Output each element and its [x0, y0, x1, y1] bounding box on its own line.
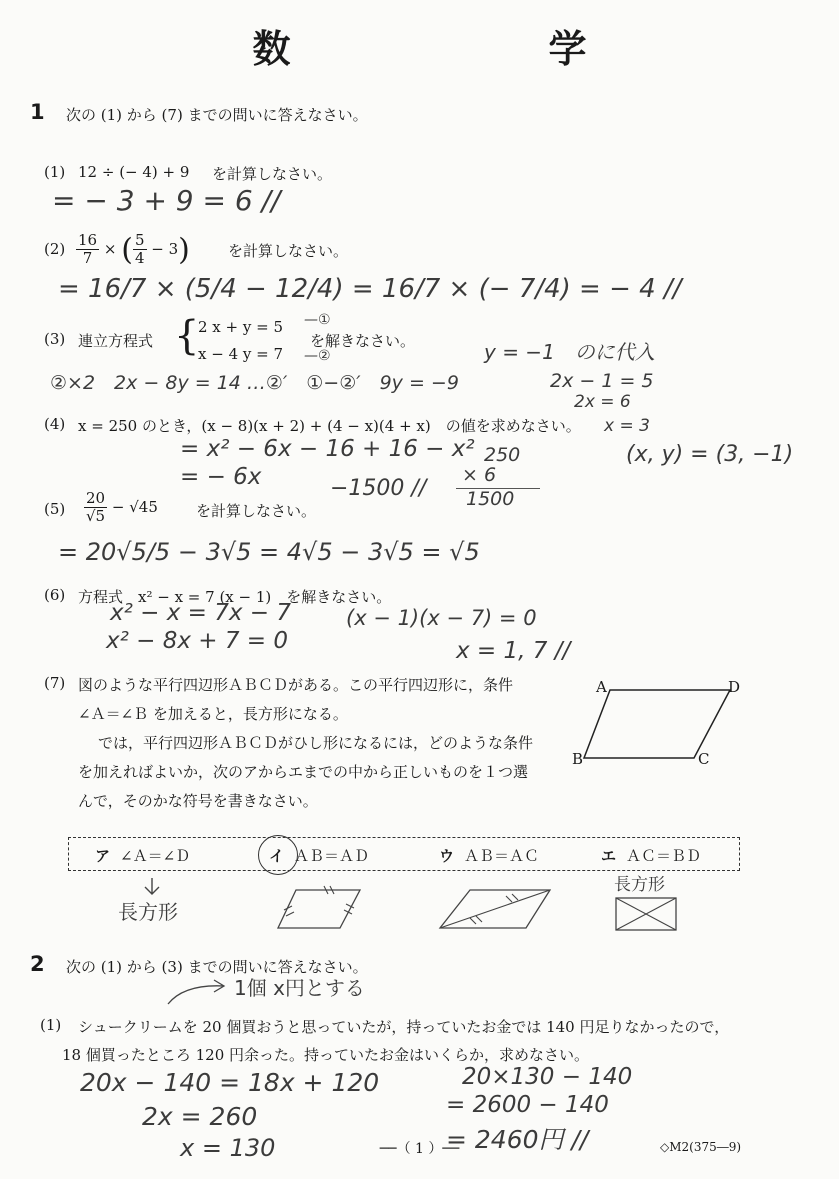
q3-name: 連立方程式 — [78, 332, 154, 350]
section-2-note: 1個 x円とする — [234, 976, 365, 1000]
q4-label: (4) — [44, 415, 66, 433]
q7-label: (7) — [44, 674, 66, 692]
q2-fraction-5-4: $\frac{5}{4}$ — [134, 231, 145, 268]
s2-q1-line-1: シュークリームを 20 個買おうと思っていたが，持っていたお金では 140 円足りなかったので， — [78, 1018, 730, 1036]
q2-task: を計算しなさい。 — [228, 242, 349, 260]
q6-work-line-1: x² − x = 7x − 7 — [110, 600, 292, 626]
q7-line-1: 図のような平行四辺形ＡＢＣＤがある。この平行四辺形に，条件 — [78, 676, 514, 694]
q4-work-line-3: −1500 // — [330, 476, 427, 501]
s2-q1-work-line-4: 20×130 − 140 — [462, 1064, 633, 1090]
note-rectangle-1: 長方形 — [118, 900, 178, 924]
q6-work-line-2: x² − 8x + 7 = 0 — [106, 628, 289, 654]
q5-expression: $\frac{20}{√5}$ − √45 — [86, 489, 158, 526]
q1-handwritten-answer: = − 3 + 9 = 6 // — [52, 184, 281, 217]
choice-i[interactable]: イ ＡＢ＝ＡＤ — [269, 847, 370, 865]
q3-work-line-6: (x, y) = (3, −1) — [626, 442, 794, 467]
q3-label: (3) — [44, 330, 66, 348]
rectangle-diagonals-sketch — [612, 894, 682, 934]
s2-q1-label: (1) — [40, 1016, 62, 1034]
q7-line-5: んで，そのかな符号を書きなさい。 — [78, 792, 318, 810]
q5-label: (5) — [44, 500, 66, 518]
curved-arrow-mark — [164, 978, 230, 1008]
s2-q1-work-line-1: 20x − 140 = 18x + 120 — [80, 1068, 380, 1097]
q2-label: (2) — [44, 240, 66, 258]
q3-work-line-1: ②×2 2x − 8y = 14 …②′ ①−②′ 9y = −9 — [50, 372, 459, 394]
q5-fraction: $\frac{20}{√5}$ — [86, 489, 106, 526]
q7-line-2: ∠Ａ＝∠Ｂ を加えると，長方形になる。 — [78, 705, 348, 723]
parallelogram-diagonal-sketch — [430, 884, 560, 934]
q2-fraction-16-7: $\frac{16}{7}$ — [78, 231, 98, 268]
q3-work-line-2: y = −1 のに代入 — [484, 340, 655, 364]
choice-e[interactable]: エ ＡＣ＝ＢＤ — [601, 847, 702, 865]
vertex-d-label: D — [728, 678, 741, 696]
q4-multiplication-3: 1500 — [466, 488, 515, 510]
q1-task: を計算しなさい。 — [212, 165, 333, 183]
q4-work-line-2: = − 6x — [180, 464, 262, 490]
document-code: ◇M2(375―9) — [660, 1140, 742, 1154]
q2-expression: $\frac{16}{7}$ × ( $\frac{5}{4}$ − 3) — [78, 231, 190, 268]
q7-line-3: では，平行四辺形ＡＢＣＤがひし形になるには，どのような条件 — [98, 734, 534, 752]
q3-brace: { — [174, 313, 200, 359]
q6-label: (6) — [44, 586, 66, 604]
q7-line-4: を加えればよいか，次のアからエまでの中から正しいものを１つ選 — [78, 763, 529, 781]
s2-q1-work-line-2: 2x = 260 — [142, 1102, 258, 1131]
s2-q1-work-line-3: x = 130 — [180, 1134, 276, 1162]
q6-work-line-3: (x − 1)(x − 7) = 0 — [346, 606, 537, 630]
vertex-b-label: B — [572, 750, 584, 768]
q6-text: 方程式 x² − x = 7 (x − 1) を解きなさい。 — [78, 588, 392, 606]
q3-equation-2: x − 4 y = 7 — [198, 345, 283, 363]
q3-work-line-5: x = 3 — [604, 416, 650, 436]
vertex-a-label: A — [596, 678, 607, 696]
rhombus-sketch — [274, 884, 364, 934]
q3-work-line-3: 2x − 1 = 5 — [550, 370, 654, 392]
arrow-down-mark — [140, 876, 164, 898]
choice-a[interactable]: ア ∠Ａ＝∠Ｄ — [95, 847, 191, 865]
note-rectangle-2: 長方形 — [614, 875, 665, 895]
section-1-instruction: 次の (1) から (7) までの問いに答えなさい。 — [66, 106, 368, 124]
q3-mark-1: —① — [304, 312, 331, 328]
q1-expression: 12 ÷ (− 4) + 9 — [78, 163, 190, 181]
s2-q1-line-2: 18 個買ったところ 120 円余った。持っていたお金はいくらか，求めなさい。 — [62, 1046, 590, 1064]
q5-handwritten-answer: = 20√5/5 − 3√5 = 4√5 − 3√5 = √5 — [58, 538, 480, 566]
q3-equation-1: 2 x + y = 5 — [198, 318, 283, 336]
s2-q1-work-line-5: = 2600 − 140 — [446, 1092, 609, 1118]
q4-work-line-1: = x² − 6x − 16 + 16 − x² — [180, 436, 475, 462]
page-number: ──（ 1 ）── — [379, 1141, 460, 1157]
q4-text: x = 250 のとき，(x − 8)(x + 2) + (4 − x)(4 + x) の値を求めなさい。 — [78, 417, 581, 435]
vertex-c-label: C — [698, 750, 710, 768]
q3-task: を解きなさい。 — [310, 332, 416, 350]
q2-handwritten-answer: = 16/7 × (5/4 − 12/4) = 16/7 × (− 7/4) = − 4 // — [58, 274, 682, 304]
q1-label: (1) — [44, 163, 66, 181]
q6-work-line-4: x = 1, 7 // — [456, 638, 571, 664]
s2-q1-work-line-6: = 2460円 // — [446, 1125, 589, 1154]
choice-u[interactable]: ウ ＡＢ＝ＡＣ — [439, 847, 540, 865]
choice-box — [68, 837, 740, 871]
q3-mark-2: —② — [304, 348, 331, 364]
q3-work-line-4: 2x = 6 — [574, 392, 631, 412]
section-number-1: 1 — [30, 100, 45, 124]
parallelogram-abcd — [584, 690, 730, 758]
q5-task: を計算しなさい。 — [196, 502, 317, 520]
q4-multiplication-1: 250 — [484, 444, 521, 466]
section-2-instruction: 次の (1) から (3) までの問いに答えなさい。 — [66, 958, 368, 976]
section-number-2: 2 — [30, 952, 45, 976]
page-title: 数 学 — [252, 26, 697, 71]
q4-multiplication-2: × 6 — [462, 464, 497, 486]
answer-circle-mark — [258, 835, 298, 875]
